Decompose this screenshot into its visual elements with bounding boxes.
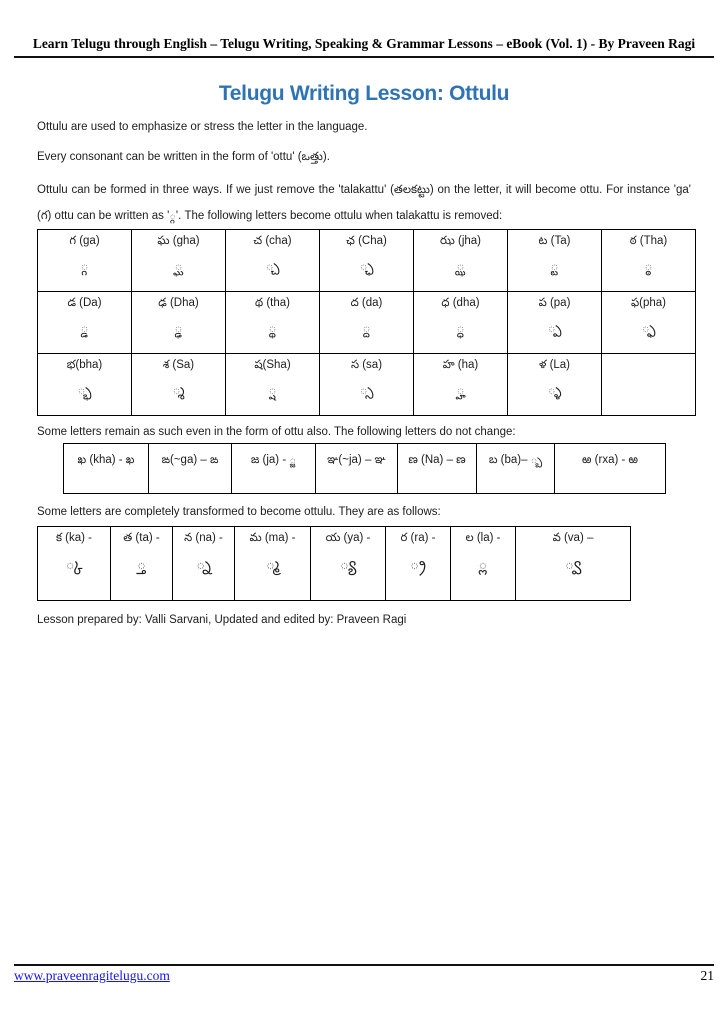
letter-cell [508,291,602,353]
ottu-glyph: ్ద [362,319,371,336]
ottu-glyph: ్య [339,555,357,573]
letter-label: చ (cha) [253,234,292,247]
letter-label: ప (pa) [538,296,571,309]
ottu-glyph: ్ట [550,257,559,274]
table-row [38,229,696,291]
letter-label: త (ta) - [123,531,160,544]
letter-label: ఠ (Tha) [629,234,668,247]
ottu-glyph: ్చ [265,257,280,274]
page-footer [14,964,714,984]
letter-label: క (ka) - [55,531,93,544]
unchanged-letter-cell [555,444,666,494]
unchanged-letter-cell [149,444,232,494]
letter-label: బ (ba)– ్బ [488,454,543,467]
ottu-glyph: ్ఢ [174,319,183,336]
paragraph-no-change: Some letters remain as such even in the form of ottu also. The following letters do not change: [37,425,516,438]
letter-label: ళ (La) [538,358,571,371]
ottu-glyph: ్ల [478,555,488,573]
paragraph-consonant: Every consonant can be written in the form of 'ottu' (ఒత్తు). [37,151,330,164]
ottu-glyph: ్ళ [547,381,562,398]
ottu-glyph: ్ఛ [359,257,374,274]
letter-cell [602,291,696,353]
letter-label: ర (ra) - [400,531,436,544]
letter-label: థ (tha) [255,296,290,309]
letter-cell [38,229,132,291]
ottu-glyph: ్ర [410,555,426,573]
letter-label: ఢ (Dha) [158,296,199,309]
letter-label: ద (da) [350,296,383,309]
letter-cell [508,229,602,291]
letter-cell [602,229,696,291]
letter-label: ఛ (Cha) [346,234,387,247]
ottu-glyph: ్స [359,381,374,398]
transformed-letter-cell [173,526,235,600]
unchanged-letter-cell [64,444,149,494]
ottu-glyph: ్ధ [456,319,465,336]
letter-label: ట (Ta) [538,234,571,247]
ottu-glyph: ్ఠ [644,257,653,274]
letter-cell [132,291,226,353]
letter-label: ధ (dha) [441,296,480,309]
no-change-table [63,443,666,494]
letter-cell [132,353,226,415]
letter-cell [320,291,414,353]
letter-label: ఫ(pha) [630,296,667,309]
letter-label: ఝ (jha) [440,234,481,247]
ottu-glyph: ్హ [456,381,465,398]
ottu-glyph: ్మ [265,555,280,573]
ottu-glyph: ్వ [564,555,582,573]
ottu-glyph: ్డ [80,319,89,336]
ottu-glyph: ్న [196,555,211,573]
prepared-by-note: Lesson prepared by: Valli Sarvani, Updated and edited by: Praveen Ragi [37,613,407,626]
ottu-glyph: ్ప [547,319,562,336]
letter-cell [508,353,602,415]
letter-label: డ (Da) [67,296,102,309]
page-title: Telugu Writing Lesson: Ottulu [218,82,510,105]
letter-cell [132,229,226,291]
letter-label: య (ya) - [325,531,371,544]
ottu-glyph: ్ష [268,381,277,398]
letter-label: ష(Sha) [254,358,291,371]
table-row [64,444,666,494]
letter-label: ఞ(~ja) – ఞ [327,454,386,467]
ottu-removal-table [37,229,696,416]
header-text: Learn Telugu through English – Telugu Writing, Speaking & Grammar Lessons – eBook (Vol. 1) - By Praveen Ragi [32,36,696,51]
letter-label: జ (ja) - ్జ [250,454,297,467]
letter-label: భ(bha) [66,358,103,371]
letter-label: ల (la) - [465,531,501,544]
transformed-letter-cell [111,526,173,600]
letter-label: న (na) - [184,531,223,544]
unchanged-letter-cell [477,444,555,494]
letter-cell [414,353,508,415]
footer-website-link[interactable]: www.praveenragitelugu.com [14,968,170,983]
table-row [38,526,631,600]
transformed-letter-cell [311,526,386,600]
letter-label: హ (ha) [442,358,479,371]
letter-cell [414,229,508,291]
letter-cell [602,353,696,415]
letter-cell [226,229,320,291]
letter-cell [320,229,414,291]
ottu-glyph: ్ఫ [641,319,656,336]
ottu-glyph: ్గ [80,257,89,274]
lesson-content [37,120,691,627]
letter-cell [226,291,320,353]
letter-cell [226,353,320,415]
transformed-letter-cell [386,526,451,600]
page-number: 21 [700,968,714,983]
transformed-letter-cell [451,526,516,600]
paragraph-formation: Ottulu can be formed in three ways. If we just remove the 'talakattu' (తలకట్టు) on the letter, it will become ottu. For instance 'ga' (గ) ottu can be written as '్గ'. The following letters become ottulu when talakattu is removed: [37,183,691,222]
unchanged-letter-cell [316,444,398,494]
letter-cell [38,291,132,353]
page-header [14,36,714,58]
letter-label: శ (Sa) [162,358,195,371]
paragraph-transformed: Some letters are completely transformed to become ottulu. They are as follows: [37,506,441,519]
letter-cell [38,353,132,415]
letter-label: ణ (Na) – ణ [408,454,466,467]
unchanged-letter-cell [398,444,477,494]
transformed-letter-cell [38,526,111,600]
ottu-glyph: ్శ [172,381,185,398]
ottu-glyph: ్భ [77,381,92,398]
table-row [38,353,696,415]
ottu-glyph: ్థ [268,319,277,336]
letter-label: వ (va) – [552,531,594,544]
ottu-glyph: ్ఘ [174,257,183,274]
table-row [38,291,696,353]
ottu-glyph: ్త [136,555,147,573]
letter-label: ఖ (kha) - ఖ [77,454,135,467]
transformed-table [37,526,631,601]
letter-cell [320,353,414,415]
ottu-glyph: ్ఝ [456,257,465,274]
letter-label: ఙ(~ga) – ఙ [161,454,219,467]
letter-label: ఱ (rxa) - ఱ [582,454,638,467]
ottu-glyph: ్క [65,555,83,573]
unchanged-letter-cell [232,444,316,494]
paragraph-intro: Ottulu are used to emphasize or stress the letter in the language. [37,121,368,133]
transformed-letter-cell [516,526,631,600]
letter-cell [414,291,508,353]
letter-label: గ (ga) [69,234,100,247]
letter-label: ఘ (gha) [157,234,200,247]
letter-label: మ (ma) - [249,531,296,544]
transformed-letter-cell [235,526,311,600]
letter-label: స (sa) [350,358,383,371]
